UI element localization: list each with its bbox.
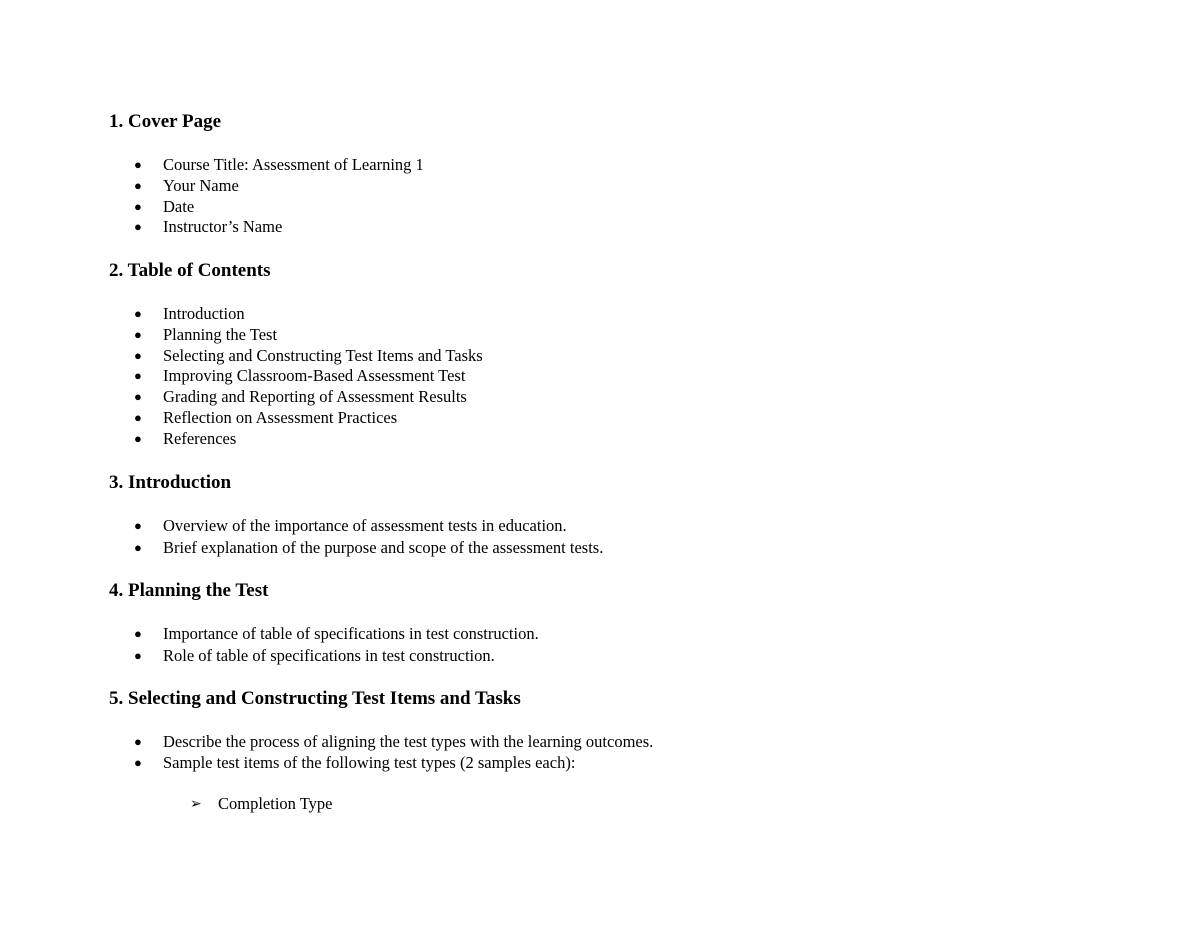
list-item-text: Planning the Test <box>163 324 278 344</box>
section-heading-table-of-contents: 2. Table of Contents <box>109 260 271 281</box>
bullet-dot-icon: ● <box>134 734 142 749</box>
sub-list-item-text: Completion Type <box>218 794 333 813</box>
list-item-text: Reflection on Assessment Practices <box>163 407 398 427</box>
list-item-text: Grading and Reporting of Assessment Results <box>163 387 467 407</box>
list-item-text: References <box>163 428 237 448</box>
bullet-dot-icon: ● <box>134 389 142 405</box>
list-item <box>0 197 424 218</box>
bullet-dot-icon: ● <box>134 518 142 533</box>
sub-list-item <box>0 793 333 815</box>
list-item <box>0 429 483 450</box>
list-item <box>0 366 483 387</box>
list-item <box>0 731 653 752</box>
list-item <box>0 752 653 773</box>
bullet-dot-icon: ● <box>134 219 142 235</box>
list-item <box>0 515 603 537</box>
planning-the-test-list <box>0 623 539 667</box>
list-item-text: Overview of the importance of assessment tests in education. <box>163 516 567 535</box>
bullet-dot-icon: ● <box>134 755 142 770</box>
list-item-text: Importance of table of specifications in test construction. <box>163 624 539 643</box>
bullet-dot-icon: ● <box>134 540 142 555</box>
list-item <box>0 304 483 325</box>
list-item-text: Selecting and Constructing Test Items and Tasks <box>163 345 483 365</box>
list-item-text: Introduction <box>163 304 245 323</box>
bullet-dot-icon: ● <box>134 177 142 193</box>
list-item <box>0 346 483 367</box>
table-of-contents-list <box>0 304 483 450</box>
list-item <box>0 623 539 645</box>
list-item <box>0 325 483 346</box>
section-heading-cover-page: 1. Cover Page <box>109 111 222 132</box>
list-item-text: Course Title: Assessment of Learning 1 <box>163 155 424 174</box>
bullet-dot-icon: ● <box>134 157 142 172</box>
bullet-dot-icon: ● <box>134 198 142 214</box>
bullet-dot-icon: ● <box>134 306 142 321</box>
list-item <box>0 408 483 429</box>
introduction-list <box>0 515 603 559</box>
section-heading-selecting-and-constructing: 5. Selecting and Constructing Test Items and Tasks <box>109 688 521 709</box>
arrowhead-bullet-icon: ➢ <box>190 796 202 812</box>
bullet-dot-icon: ● <box>134 648 142 663</box>
list-item <box>0 645 539 667</box>
list-item <box>0 176 424 197</box>
list-item-text: Sample test items of the following test types (2 samples each): <box>163 753 576 772</box>
section-heading-introduction: 3. Introduction <box>109 472 232 493</box>
list-item-text: Your Name <box>163 175 239 195</box>
list-item-text: Brief explanation of the purpose and scope of the assessment tests. <box>163 538 604 557</box>
bullet-dot-icon: ● <box>134 409 142 425</box>
list-item <box>0 217 424 238</box>
selecting-and-constructing-list <box>0 731 653 773</box>
list-item-text: Describe the process of aligning the test types with the learning outcomes. <box>163 732 654 751</box>
bullet-dot-icon: ● <box>134 430 142 446</box>
bullet-dot-icon: ● <box>134 368 142 384</box>
list-item <box>0 387 483 408</box>
list-item-text: Improving Classroom-Based Assessment Test <box>163 366 466 386</box>
cover-page-list <box>0 155 424 238</box>
list-item <box>0 537 603 559</box>
bullet-dot-icon: ● <box>134 347 142 363</box>
test-types-sublist <box>0 793 333 815</box>
bullet-dot-icon: ● <box>134 326 142 342</box>
section-heading-planning-the-test: 4. Planning the Test <box>109 580 269 601</box>
list-item-text: Date <box>163 196 195 216</box>
list-item-text: Instructor’s Name <box>163 217 283 237</box>
list-item <box>0 155 424 176</box>
list-item-text: Role of table of specifications in test construction. <box>163 646 495 665</box>
bullet-dot-icon: ● <box>134 626 142 641</box>
